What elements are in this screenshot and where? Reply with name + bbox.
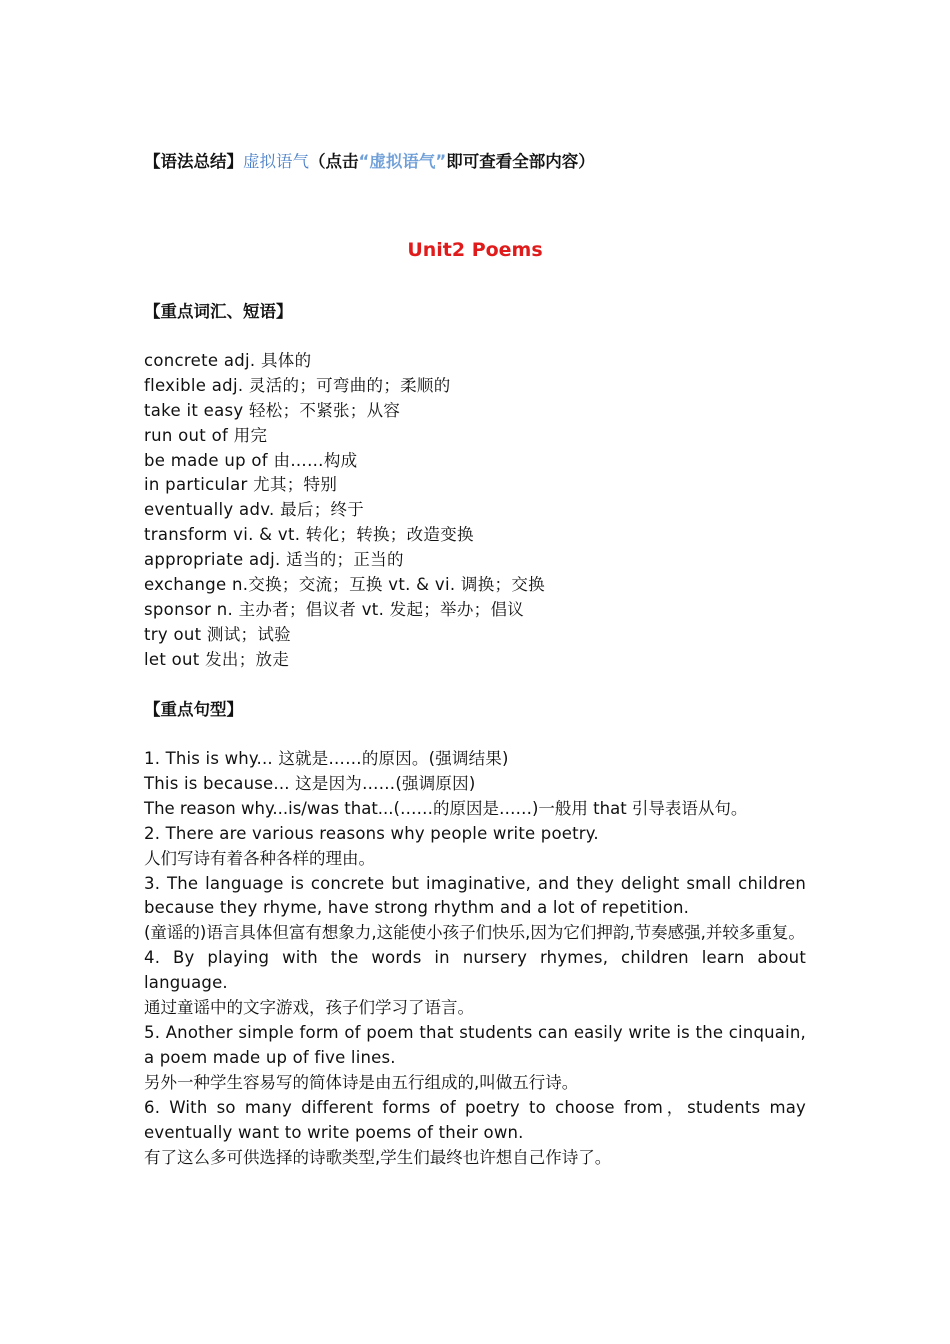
sentence-translation: 有了这么多可供选择的诗歌类型,学生们最终也许想自己作诗了。 [144, 1147, 612, 1167]
vocab-item: try out 测试；试验 [144, 624, 291, 644]
sentence-translation: 另外一种学生容易写的简体诗是由五行组成的,叫做五行诗。 [144, 1072, 579, 1092]
sentences-heading: 【重点句型】 [144, 700, 243, 719]
vocab-item: take it easy 轻松；不紧张；从容 [144, 400, 401, 420]
grammar-summary-prefix: 【语法总结】 [144, 152, 243, 171]
vocab-item: be made up of 由……构成 [144, 450, 358, 470]
sentence-line: 5. Another simple form of poem that students can easily write is the cinquain, a poem made up of five lines. [144, 1022, 806, 1067]
vocab-item: transform vi. & vt. 转化；转换；改造变换 [144, 525, 474, 545]
sentence-line: 4. By playing with the words in nursery rhymes, children learn about language. [144, 948, 806, 993]
grammar-summary-line [144, 150, 595, 174]
sentence-translation: 人们写诗有着各种各样的理由。 [144, 848, 375, 868]
vocab-item: exchange n.交换；交流；互换 vt. & vi. 调换；交换 [144, 575, 545, 595]
sentence-line: This is because... 这是因为……(强调原因) [144, 773, 476, 793]
vocab-item: appropriate adj. 适当的；正当的 [144, 550, 404, 570]
vocab-item: flexible adj. 灵活的；可弯曲的；柔顺的 [144, 375, 451, 395]
sentence-list [144, 747, 806, 1170]
sentence-line: 1. This is why... 这就是……的原因。(强调结果) [144, 749, 509, 768]
sentence-line: 2. There are various reasons why people write poetry. [144, 823, 599, 843]
vocab-item: in particular 尤其；特别 [144, 475, 338, 495]
sentence-line: 3. The language is concrete but imaginative, and they delight small children because they rhyme, have strong rhythm and a lot of repetition. [144, 873, 806, 918]
click-hint-suffix: 即可查看全部内容） [446, 152, 595, 171]
unit-title: Unit2 Poems [407, 239, 543, 261]
vocab-item: let out 发出；放走 [144, 649, 290, 669]
vocab-list [144, 349, 806, 673]
click-hint-open: （点击 [309, 152, 359, 171]
vocab-item: run out of 用完 [144, 425, 268, 445]
subjunctive-mood-link[interactable]: 虚拟语气 [243, 152, 309, 171]
vocab-item: sponsor n. 主办者；倡议者 vt. 发起；举办；倡议 [144, 599, 525, 619]
sentence-line: 6. With so many different forms of poetry to choose from，students may eventually want to write poems of their own. [144, 1097, 806, 1142]
sentence-line: The reason why...is/was that...(……的原因是……)一般用 that 引导表语从句。 [144, 798, 748, 818]
subjunctive-mood-quoted-link[interactable]: “虚拟语气” [358, 152, 447, 171]
vocab-item: eventually adv. 最后；终于 [144, 500, 365, 520]
vocab-heading: 【重点词汇、短语】 [144, 302, 293, 321]
sentence-translation: (童谣的)语言具体但富有想象力,这能使小孩子们快乐,因为它们押韵,节奏感强,并较多重复。 [144, 923, 805, 943]
sentence-translation: 通过童谣中的文字游戏，孩子们学习了语言。 [144, 998, 474, 1018]
vocab-item: concrete adj. 具体的 [144, 351, 312, 370]
